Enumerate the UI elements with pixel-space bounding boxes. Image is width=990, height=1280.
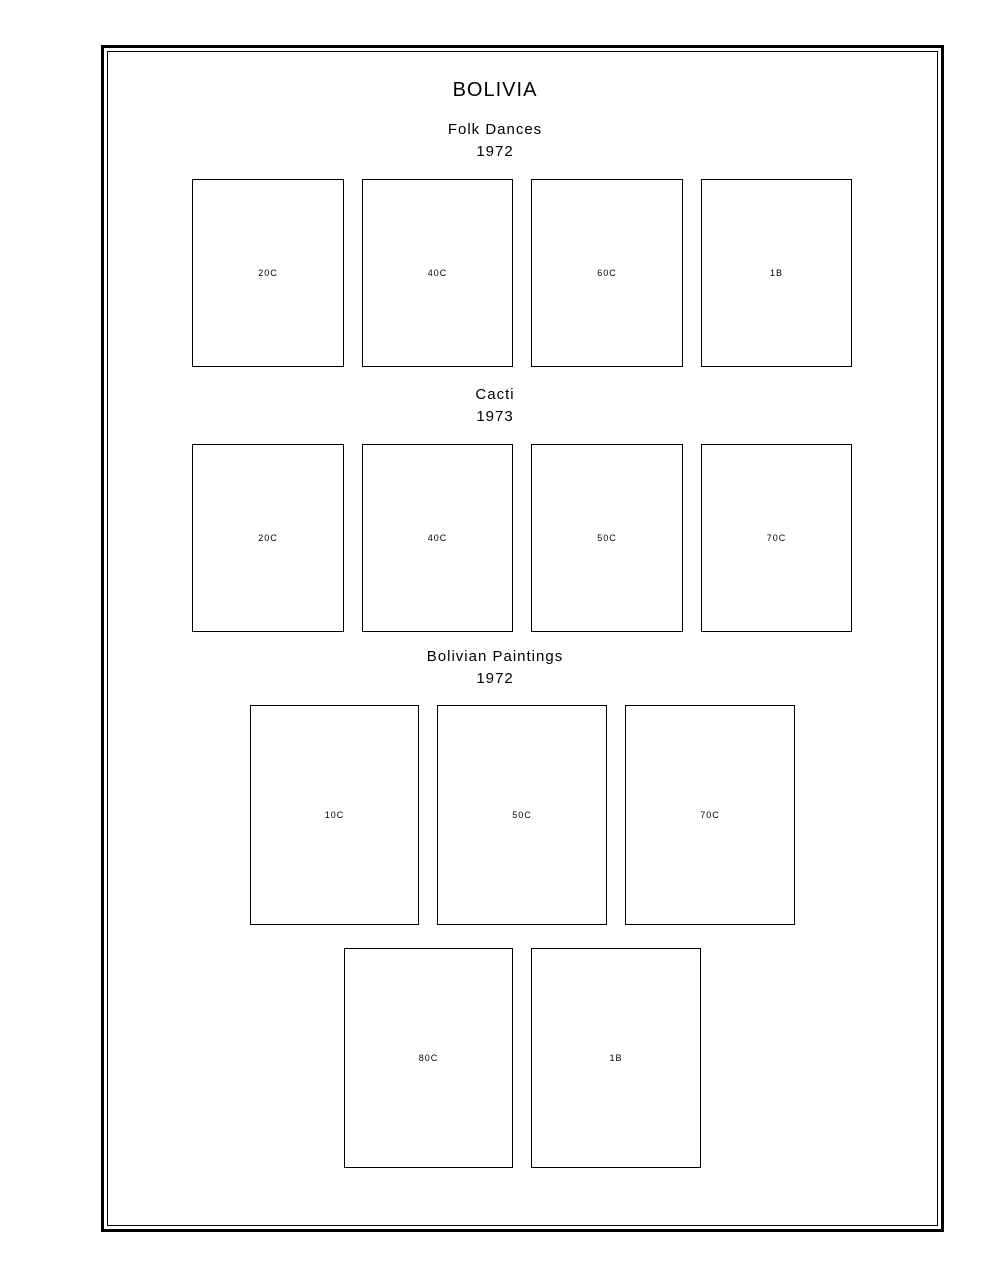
stamp-denomination: 1B [609, 1053, 623, 1063]
stamp-space [192, 179, 344, 367]
stamp-denomination: 20C [258, 268, 278, 278]
stamp-denomination: 40C [427, 533, 448, 543]
stamp-space [192, 444, 344, 632]
stamp-denomination: 50C [512, 810, 532, 820]
stamp-space [531, 444, 683, 632]
page-title: BOLIVIA [452, 79, 538, 101]
stamp-space [625, 705, 795, 925]
stamp-denomination: 50C [597, 533, 617, 543]
section-year: 1972 [476, 670, 514, 687]
stamp-denomination: 40C [427, 268, 448, 278]
stamp-denomination: 70C [700, 810, 720, 820]
stamp-space [531, 179, 683, 367]
section-year: 1972 [476, 143, 514, 160]
stamp-denomination: 70C [766, 533, 787, 543]
stamp-space [701, 179, 852, 367]
stamp-space [362, 179, 513, 367]
stamp-space [362, 444, 513, 632]
section-heading-bolivian-paintings [0, 646, 990, 690]
stamp-denomination: 1B [769, 268, 783, 278]
stamp-space [344, 948, 513, 1168]
section-title: Bolivian Paintings [426, 648, 564, 665]
stamp-space [701, 444, 852, 632]
section-heading-cacti [0, 384, 990, 428]
section-heading-folk-dances [0, 119, 990, 163]
stamp-space [250, 705, 419, 925]
section-year: 1973 [476, 408, 514, 425]
stamp-denomination: 10C [324, 810, 345, 820]
section-title: Folk Dances [447, 121, 543, 138]
stamp-denomination: 80C [418, 1053, 439, 1063]
stamp-space [531, 948, 701, 1168]
stamp-denomination: 60C [597, 268, 617, 278]
section-title: Cacti [475, 386, 515, 403]
stamp-denomination: 20C [258, 533, 278, 543]
stamp-space [437, 705, 607, 925]
